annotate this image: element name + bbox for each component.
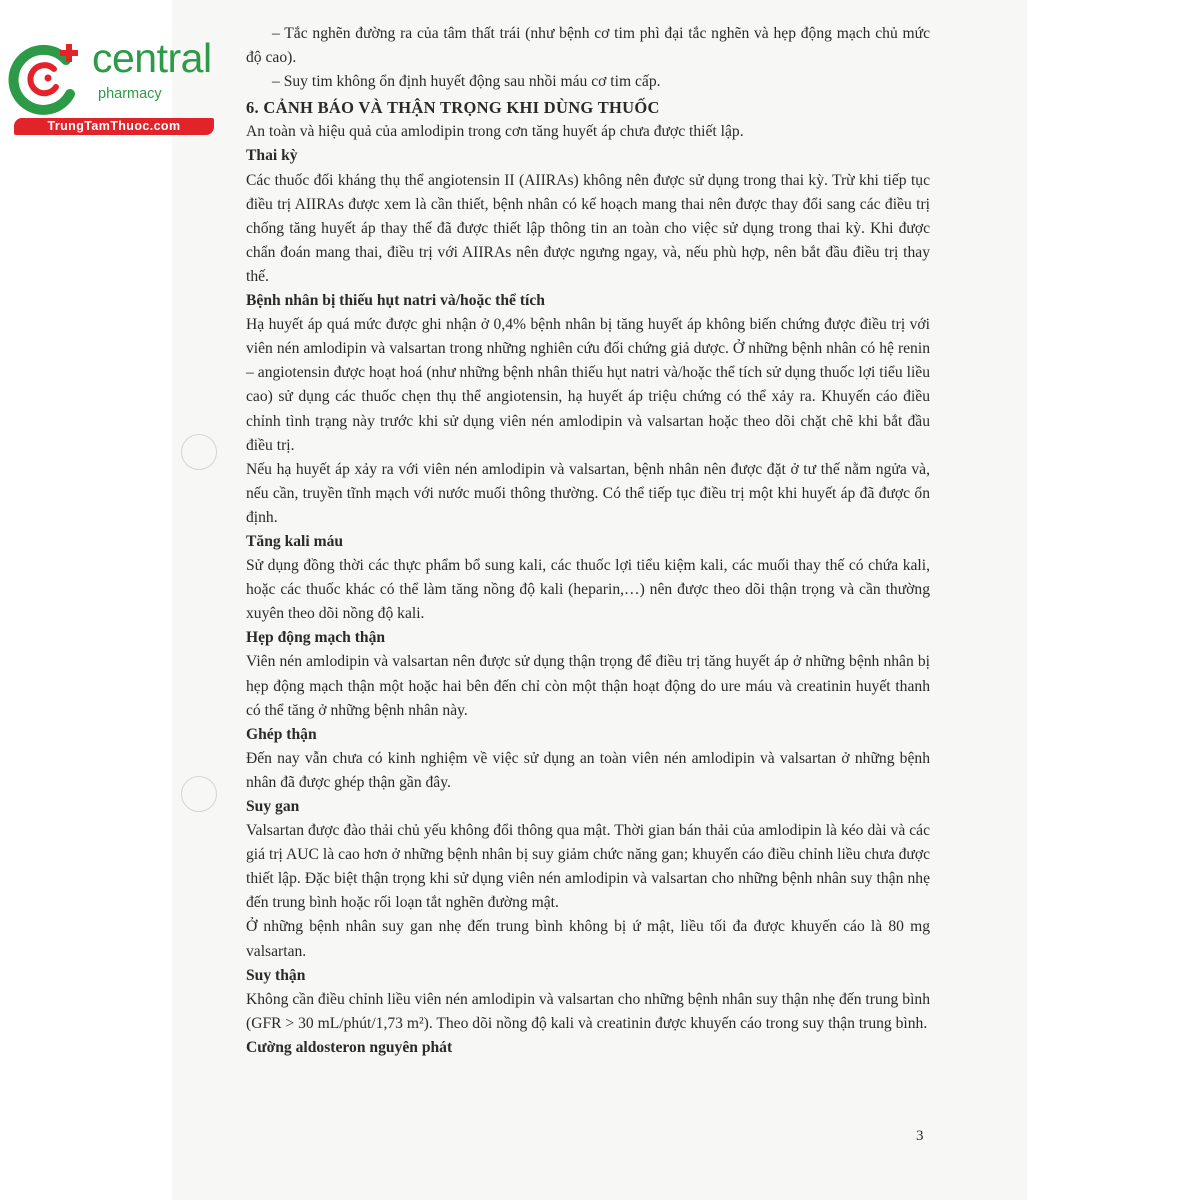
- dash-line: – Suy tim không ổn định huyết động sau nhồi máu cơ tim cấp.: [272, 73, 661, 91]
- subsection-title: Suy thận: [246, 966, 306, 984]
- dash-line: – Tắc nghẽn đường ra của tâm thất trái (như bệnh cơ tim phì đại tắc nghẽn và hẹp động mạch chủ mức độ cao).: [246, 25, 930, 67]
- punch-hole: [181, 434, 217, 470]
- page-number: 3: [916, 1128, 924, 1144]
- paragraph: Hạ huyết áp quá mức được ghi nhận ở 0,4% bệnh nhân bị tăng huyết áp không biến chứng được điều trị với viên nén amlodipin và valsartan trong những nghiên cứu đối chứng giả dược. Ở những bệnh nhân có hệ renin – angiotensin được hoạt hoá (như những bệnh nhân thiếu hụt natri và/hoặc thể tích sử dụng thuốc lợi tiểu liều cao) sử dụng các thuốc chẹn thụ thể angiotensin, hạ huyết áp triệu chứng có thể xảy ra. Khuyến cáo điều chỉnh tình trạng này trước khi sử dụng viên nén amlodipin và valsartan hoặc theo dõi chặt chẽ khi bắt đầu điều trị.: [246, 316, 930, 454]
- subsection-title: Cường aldosteron nguyên phát: [246, 1038, 453, 1056]
- central-pharmacy-logo[interactable]: [8, 35, 213, 138]
- paragraph: Không cần điều chỉnh liều viên nén amlodipin và valsartan cho những bệnh nhân suy thận nhẹ đến trung bình (GFR > 30 mL/phút/1,73 m²). Theo dõi nồng độ kali và creatinin được khuyến cáo trong suy thận trung bình.: [246, 990, 930, 1032]
- document-body: [246, 22, 930, 1060]
- intro-paragraph: An toàn và hiệu quả của amlodipin trong cơn tăng huyết áp chưa được thiết lập.: [246, 123, 744, 141]
- subsection-title: Suy gan: [246, 798, 300, 815]
- logo-name: central: [92, 35, 212, 81]
- pharmacy-cross-icon: [8, 38, 90, 118]
- subsection-title: Hẹp động mạch thận: [246, 629, 386, 647]
- paragraph: Các thuốc đối kháng thụ thể angiotensin II (AIIRAs) không nên được sử dụng trong thai kỳ. Trừ khi tiếp tục điều trị AIIRAs được xem là cần thiết, bệnh nhân có kế hoạch mang thai nên được thay đổi sang các điều trị chống tăng huyết áp thay thế đã được thiết lập thông tin an toàn cho việc sử dụng trong thai kỳ. Khi được chẩn đoán mang thai, điều trị với AIIRAs nên được ngưng ngay, và, nếu phù hợp, nên bắt đầu điều trị thay thế.: [246, 171, 930, 285]
- subsection-title: Thai kỳ: [246, 147, 298, 165]
- subsection-title: Bệnh nhân bị thiếu hụt natri và/hoặc thể tích: [246, 292, 545, 310]
- subsection-title: Ghép thận: [246, 725, 317, 743]
- paragraph: Nếu hạ huyết áp xảy ra với viên nén amlodipin và valsartan, bệnh nhân nên được đặt ở tư thế nằm ngửa và, nếu cần, truyền tĩnh mạch với nước muối thông thường. Có thể tiếp tục điều trị một khi huyết áp đã được ổn định.: [246, 460, 930, 526]
- paragraph: Viên nén amlodipin và valsartan nên được sử dụng thận trọng để điều trị tăng huyết áp ở những bệnh nhân bị hẹp động mạch thận một hoặc hai bên đến chỉ còn một thận hoạt động do ure máu và creatinin huyết thanh có thể tăng ở những bệnh nhân này.: [246, 653, 930, 719]
- subsection-title: Tăng kali máu: [246, 532, 344, 550]
- paragraph: Sử dụng đồng thời các thực phẩm bổ sung kali, các thuốc lợi tiểu kiệm kali, các muối thay thế có chứa kali, hoặc các thuốc khác có thể làm tăng nồng độ kali (heparin,…) nên được theo dõi thận trọng và cần thường xuyên theo dõi nồng độ kali.: [246, 557, 930, 623]
- logo-website[interactable]: TrungTamThuoc.com: [14, 118, 214, 135]
- section-heading: 6. CẢNH BÁO VÀ THẬN TRỌNG KHI DÙNG THUỐC: [246, 98, 660, 118]
- paragraph: Ở những bệnh nhân suy gan nhẹ đến trung bình không bị ứ mật, liều tối đa được khuyến cáo là 80 mg valsartan.: [246, 918, 930, 960]
- punch-hole: [181, 776, 217, 812]
- paragraph: Đến nay vẫn chưa có kinh nghiệm về việc sử dụng an toàn viên nén amlodipin và valsartan ở những bệnh nhân đã được ghép thận gần đây.: [246, 749, 930, 791]
- paragraph: Valsartan được đào thải chủ yếu không đổi thông qua mật. Thời gian bán thải của amlodipin là kéo dài và các giá trị AUC là cao hơn ở những bệnh nhân bị suy giảm chức năng gan; khuyến cáo điều chỉnh liều chưa được thiết lập. Đặc biệt thận trọng khi sử dụng viên nén amlodipin và valsartan cho những bệnh nhân suy thận nhẹ đến trung bình hoặc rối loạn tắt nghẽn đường mật.: [246, 822, 930, 912]
- logo-tagline: pharmacy: [98, 86, 162, 102]
